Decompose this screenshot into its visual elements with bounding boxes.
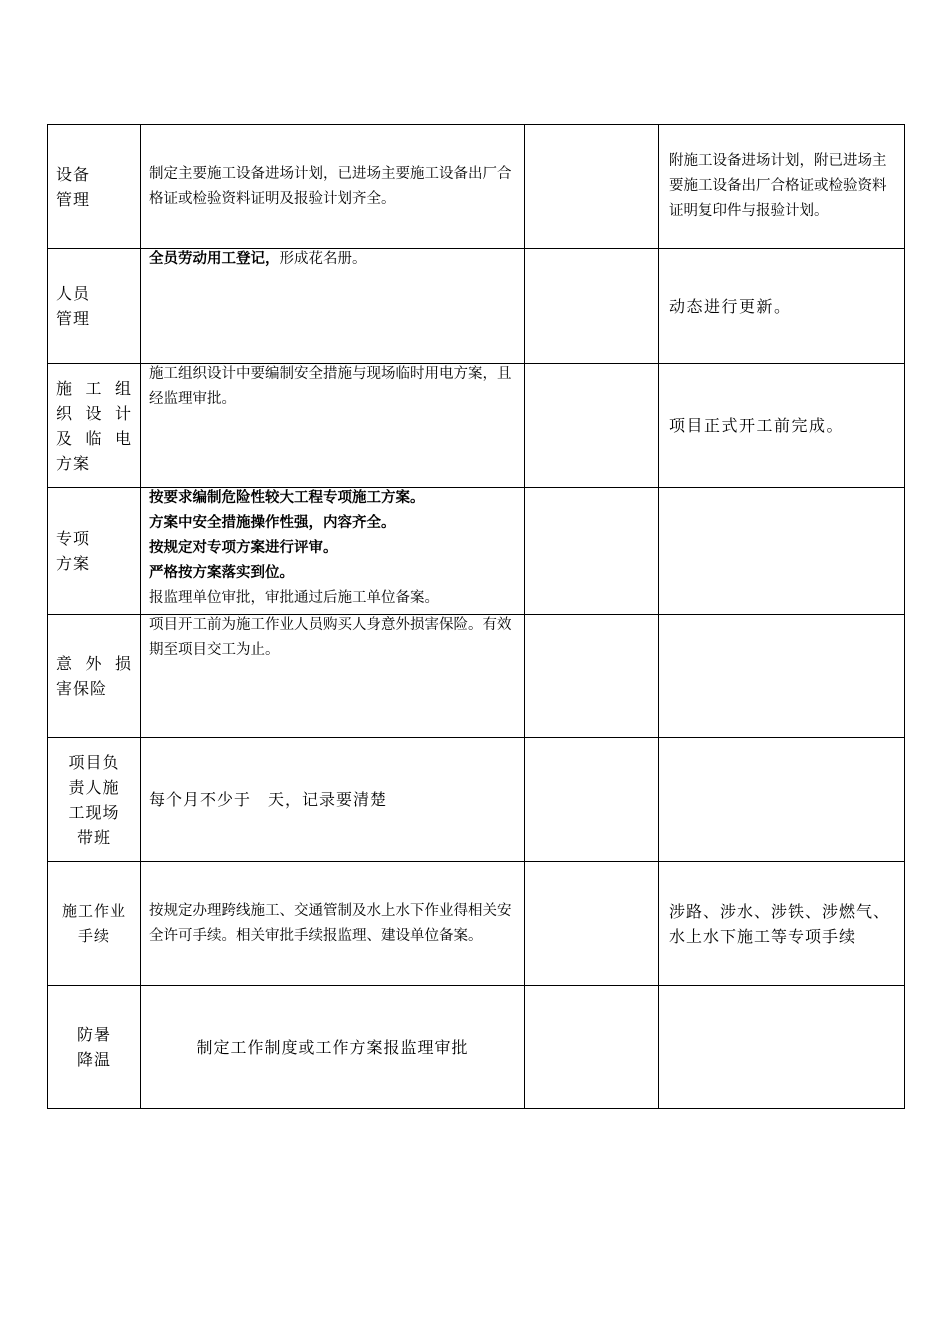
category-line: 项目负 (68, 752, 120, 772)
table-row (48, 986, 905, 1109)
category-line: 方案 (56, 554, 91, 573)
note-cell (659, 125, 905, 249)
category-line: 人员 (56, 284, 91, 303)
requirement-bold-line: 按规定对专项方案进行评审。 (149, 540, 338, 556)
category-line: 施 工 组 (56, 378, 132, 398)
note-cell (659, 249, 905, 364)
note-cell (659, 364, 905, 488)
category-line: 带班 (76, 827, 111, 847)
note-cell (659, 862, 905, 986)
requirement-cell (141, 862, 525, 986)
requirement-cell (141, 488, 525, 615)
category-line: 手续 (77, 926, 110, 945)
category-cell (48, 488, 141, 615)
category-line: 意 外 损 (56, 654, 132, 673)
note-cell (659, 986, 905, 1109)
check-cell (525, 738, 659, 862)
category-line: 专项 (56, 529, 91, 548)
requirement-bold-line: 按要求编制危险性较大工程专项施工方案。 (149, 490, 425, 506)
note-text: 动态进行更新。 (669, 296, 792, 316)
requirement-cell (141, 364, 525, 488)
requirement-bold-line: 严格按方案落实到位。 (149, 565, 294, 581)
note-cell (659, 615, 905, 738)
category-line: 织 设 计 (56, 403, 132, 423)
category-line: 方案 (56, 453, 91, 473)
requirement-text: 施工组织设计中要编制安全措施与现场临时用电方案，且经监理审批。 (149, 366, 512, 407)
category-line: 工现场 (68, 802, 120, 822)
requirement-cell (141, 249, 525, 364)
requirement-text: 制定工作制度或工作方案报监理审批 (196, 1037, 469, 1057)
requirement-text: 报监理单位审批，审批通过后施工单位备案。 (149, 590, 439, 606)
table-row (48, 364, 905, 488)
check-cell (525, 862, 659, 986)
category-line: 降温 (76, 1050, 111, 1069)
note-text: 附施工设备进场计划，附已进场主要施工设备出厂合格证或检验资料证明复印件与报验计划。 (669, 153, 887, 219)
inspection-table (47, 124, 905, 1109)
table-row (48, 862, 905, 986)
note-cell (659, 738, 905, 862)
requirement-text: 按规定办理跨线施工、交通管制及水上水下作业得相关安全许可手续。相关审批手续报监理、建设单位备案。 (149, 902, 512, 944)
requirement-bold-line: 方案中安全措施操作性强，内容齐全。 (149, 515, 396, 531)
category-line: 责人施 (68, 777, 120, 797)
category-cell (48, 615, 141, 738)
requirement-cell (141, 738, 525, 862)
category-cell (48, 364, 141, 488)
category-line: 管理 (56, 189, 91, 209)
table-row (48, 125, 905, 249)
table-row (48, 488, 905, 615)
requirement-text: 每个月不少于 天，记录要清楚 (149, 790, 388, 809)
note-text: 涉路、涉水、涉铁、涉燃气、水上水下施工等专项手续 (669, 901, 891, 946)
requirement-cell (141, 986, 525, 1109)
category-line: 害保险 (56, 679, 108, 698)
note-text: 项目正式开工前完成。 (669, 416, 845, 435)
requirement-text: 形成花名册。 (279, 251, 367, 267)
category-cell (48, 738, 141, 862)
requirement-bold: 全员劳动用工登记， (149, 251, 280, 267)
check-cell (525, 986, 659, 1109)
check-cell (525, 364, 659, 488)
category-line: 设备 (56, 164, 91, 184)
category-line: 施工作业 (61, 901, 126, 920)
category-line: 管理 (56, 309, 91, 328)
category-cell (48, 125, 141, 249)
requirement-text: 项目开工前为施工作业人员购买人身意外损害保险。有效期至项目交工为止。 (149, 617, 512, 658)
category-cell (48, 249, 141, 364)
requirement-cell (141, 615, 525, 738)
check-cell (525, 125, 659, 249)
category-line: 及 临 电 (56, 428, 132, 448)
category-cell (48, 986, 141, 1109)
table-row (48, 249, 905, 364)
category-cell (48, 862, 141, 986)
requirement-cell (141, 125, 525, 249)
check-cell (525, 615, 659, 738)
check-cell (525, 488, 659, 615)
requirement-text: 制定主要施工设备进场计划，已进场主要施工设备出厂合格证或检验资料证明及报验计划齐全。 (149, 165, 512, 207)
check-cell (525, 249, 659, 364)
table-row (48, 738, 905, 862)
category-line: 防暑 (76, 1025, 111, 1044)
table-row (48, 615, 905, 738)
note-cell (659, 488, 905, 615)
